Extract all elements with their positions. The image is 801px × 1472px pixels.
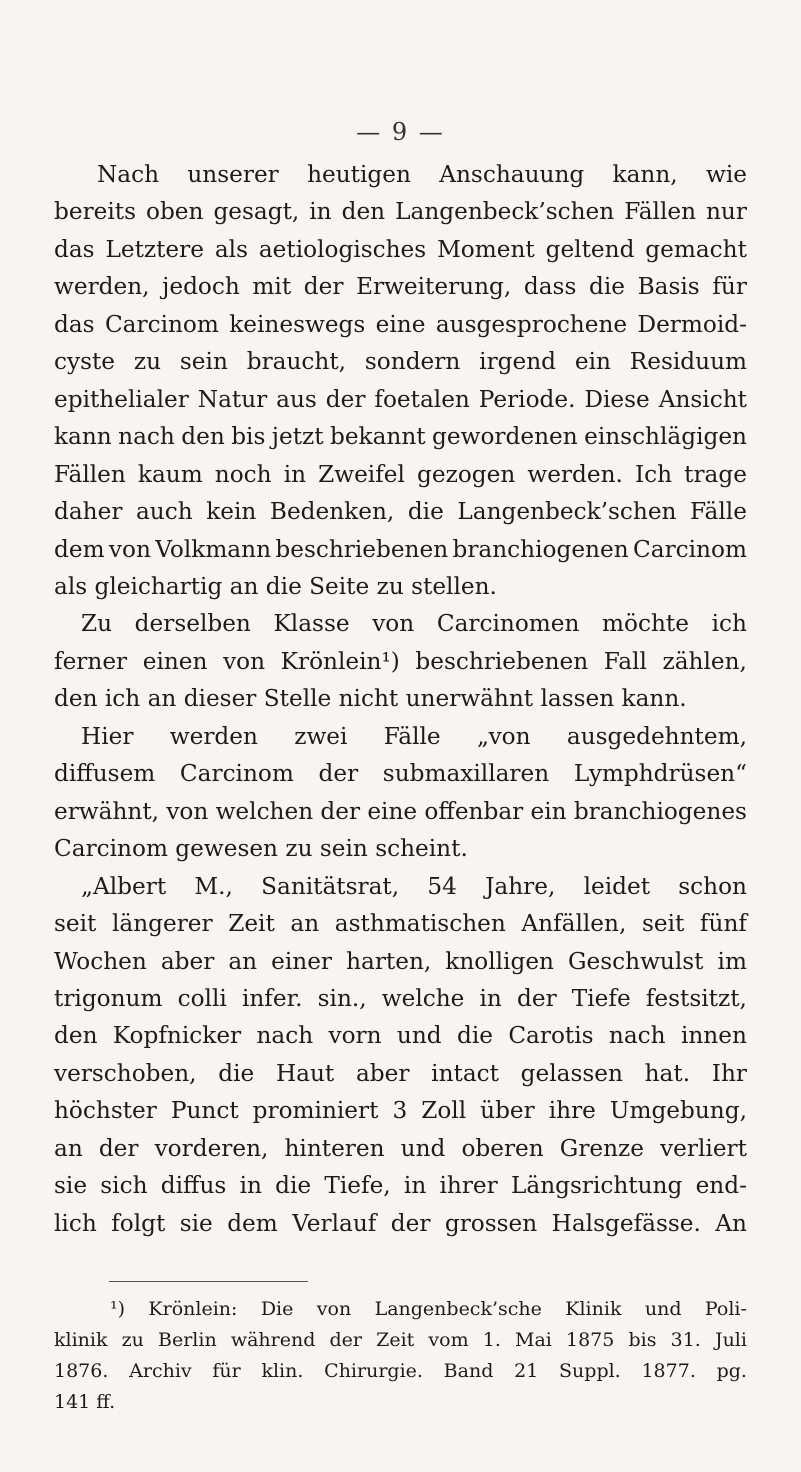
text-line: höchster Punct prominiert 3 Zoll über ihre Umgebung, xyxy=(54,1097,747,1125)
text-line: als gleichartig an die Seite zu stellen. xyxy=(54,572,497,600)
text-line: erwähnt, von welchen der eine offenbar ein branchiogenes xyxy=(54,797,747,825)
text-line: Fällen kaum noch in Zweifel gezogen werden. Ich trage xyxy=(54,460,747,488)
text-line: bereits oben gesagt, in den Langenbeck’schen Fällen nur xyxy=(54,198,747,226)
footnote-line: ¹) Krönlein: Die von Langenbeck’sche Klinik und Poli- xyxy=(110,1298,747,1320)
text-line: kann nach den bis jetzt bekannt gewordenen einschlägigen xyxy=(54,423,747,451)
text-line: diffusem Carcinom der submaxillaren Lymphdrüsen“ xyxy=(54,760,747,788)
footnote-rule xyxy=(109,1281,308,1282)
footnote-line: 141 ff. xyxy=(54,1391,116,1413)
text-line: verschoben, die Haut aber intact gelassen hat. Ihr xyxy=(54,1059,747,1087)
text-line: werden, jedoch mit der Erweiterung, dass die Basis für xyxy=(54,273,747,301)
text-line: das Letztere als aetiologisches Moment geltend gemacht xyxy=(54,235,747,263)
text-line: trigonum colli infer. sin., welche in der Tiefe festsitzt, xyxy=(54,984,747,1012)
text-line: epithelialer Natur aus der foetalen Periode. Diese Ansicht xyxy=(54,385,747,413)
text-line: Hier werden zwei Fälle „von ausgedehntem, xyxy=(81,722,747,750)
text-line: Nach unserer heutigen Anschauung kann, wie xyxy=(97,161,747,188)
body-text xyxy=(54,156,747,1242)
text-line: das Carcinom keineswegs eine ausgesprochene Dermoid- xyxy=(54,310,747,338)
text-line: dem von Volkmann beschriebenen branchiogenen Carcinom xyxy=(54,535,747,563)
footnote-line: 1876. Archiv für klin. Chirurgie. Band 21 Suppl. 1877. pg. xyxy=(54,1360,747,1382)
text-line: den ich an dieser Stelle nicht unerwähnt lassen kann. xyxy=(54,685,687,713)
footnote-line: klinik zu Berlin während der Zeit vom 1. Mai 1875 bis 31. Juli xyxy=(54,1329,747,1351)
text-line: an der vorderen, hinteren und oberen Grenze verliert xyxy=(54,1134,747,1162)
text-line: Zu derselben Klasse von Carcinomen möchte ich xyxy=(81,610,747,638)
page-number: — 9 — xyxy=(356,118,445,146)
text-line: seit längerer Zeit an asthmatischen Anfällen, seit fünf xyxy=(54,910,747,938)
text-line: daher auch kein Bedenken, die Langenbeck’schen Fälle xyxy=(54,498,747,526)
text-line: cyste zu sein braucht, sondern irgend ein Residuum xyxy=(54,348,747,376)
footnotes xyxy=(54,1294,747,1418)
text-line: Wochen aber an einer harten, knolligen Geschwulst im xyxy=(54,947,747,975)
text-line: lich folgt sie dem Verlauf der grossen Halsgefässe. An xyxy=(54,1209,747,1237)
text-line: ferner einen von Krönlein¹) beschriebenen Fall zählen, xyxy=(54,647,747,675)
text-line: sie sich diffus in die Tiefe, in ihrer Längsrichtung end- xyxy=(54,1172,747,1200)
text-line: „Albert M., Sanitätsrat, 54 Jahre, leidet schon xyxy=(81,872,747,900)
text-line: Carcinom gewesen zu sein scheint. xyxy=(54,835,468,863)
text-line: den Kopfnicker nach vorn und die Carotis nach innen xyxy=(54,1022,747,1050)
